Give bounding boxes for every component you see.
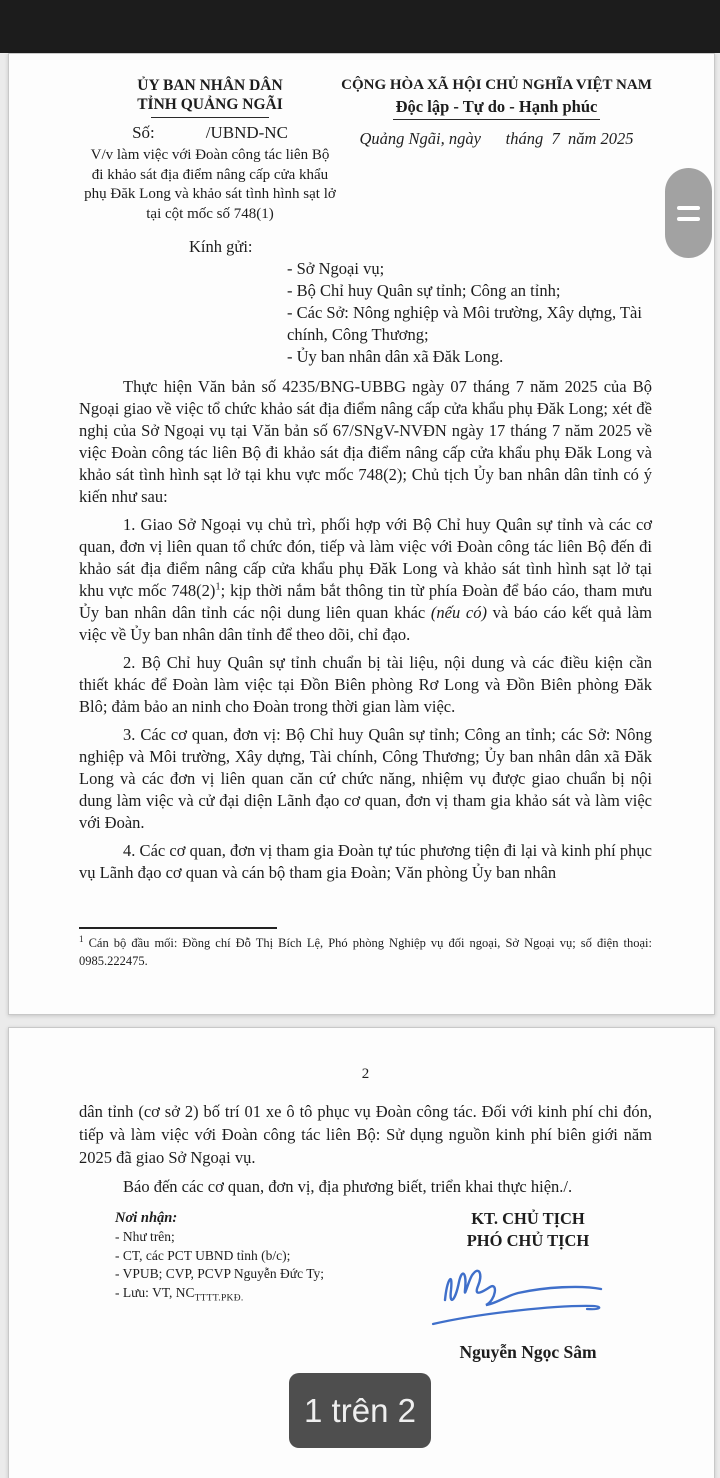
- signer-title-line2: PHÓ CHỦ TỊCH: [466, 1231, 590, 1250]
- national-motto-block: [341, 76, 652, 224]
- page-number: 2: [361, 1066, 370, 1082]
- document-subject: V/v làm việc với Đoàn công tác liên Bộ đi khảo sát địa điểm nâng cấp cửa khẩu phụ Đăk Long và khảo sát tình hình sạt lở tại cột mốc số 748(1): [84, 147, 336, 222]
- org-name-line2: TỈNH QUẢNG NGÃI: [137, 96, 283, 113]
- item1-text: và báo cáo kết quả làm việc về Ủy ban nhân dân tỉnh để theo dõi, chỉ đạo.: [79, 603, 652, 644]
- signature-block: [404, 1208, 652, 1363]
- recipient-item: - Sở Ngoại vụ;: [287, 259, 385, 278]
- signer-name: Nguyễn Ngọc Sâm: [459, 1342, 597, 1362]
- national-title: CỘNG HÒA XÃ HỘI CHỦ NGHĨA VIỆT NAM: [341, 77, 652, 93]
- distribution-label: Nơi nhận:: [115, 1210, 178, 1226]
- item1-text: ; kịp thời nắm bắt thông tin từ phía Đoàn để báo cáo, tham mưu Ủy ban nhân dân tỉnh các nội dung liên quan khác: [79, 581, 652, 622]
- item1-italic-note: (nếu có): [430, 603, 487, 622]
- document-header: [79, 76, 652, 224]
- salutation-label: Kính gửi:: [189, 237, 253, 256]
- document-footer: [79, 1208, 652, 1363]
- status-bar: [0, 0, 720, 53]
- recipient-item: - Các Sở: Nông nghiệp và Môi trường, Xây dựng, Tài chính, Công Thương;: [287, 303, 642, 344]
- item1-text: 1. Giao Sở Ngoại vụ chủ trì, phối hợp với Bộ Chỉ huy Quân sự tỉnh và các cơ quan, đơn vị liên quan tổ chức đón, tiếp và làm việc với Đoàn công tác liên Bộ đến đi khảo sát địa điểm nâng cấp cửa khẩu phụ Đăk Long và khảo sát tình hình sạt lở tại khu vực mốc 748(2): [79, 515, 652, 600]
- national-motto: Độc lập - Tự do - Hạnh phúc: [393, 96, 601, 120]
- paragraph-closing: Báo đến các cơ quan, đơn vị, địa phương biết, triển khai thực hiện./.: [123, 1177, 573, 1196]
- document-number: Số: /UBND-NC: [132, 123, 288, 142]
- handwritten-signature-icon: [423, 1258, 633, 1336]
- footnote-text: [79, 934, 652, 970]
- fast-scroll-handle[interactable]: [665, 168, 712, 258]
- distribution-last-subscript: TTTT.PKĐ.: [194, 1293, 244, 1304]
- distribution-list-block: [115, 1208, 385, 1363]
- drag-handle-icon: [677, 217, 700, 221]
- paragraph-continuation: dân tỉnh (cơ sở 2) bố trí 01 xe ô tô phục vụ Đoàn công tác. Đối với kinh phí chi đón, tiếp và làm việc với Đoàn công tác liên Bộ: Sử dụng nguồn kinh phí biên giới năm 2025 đã giao Sở Ngoại vụ.: [79, 1102, 652, 1167]
- footnote-body: Cán bộ đầu mối: Đồng chí Đỗ Thị Bích Lệ, Phó phòng Nghiệp vụ đối ngoại, Sở Ngoại vụ; số điện thoại: 0985.222475.: [79, 936, 652, 968]
- paragraph-intro: Thực hiện Văn bản số 4235/BNG-UBBG ngày 07 tháng 7 năm 2025 của Bộ Ngoại giao về việc tổ chức khảo sát địa điểm nâng cấp cửa khẩu phụ Đăk Long; xét đề nghị của Sở Ngoại vụ tại Văn bản số 67/SNgV-NVĐN ngày 17 tháng 7 năm 2025 về việc Đoàn công tác liên Bộ đi khảo sát địa điểm nâng cấp cửa khẩu phụ Đăk Long và khảo sát tình hình sạt lở tại khu vực mốc 748(2); Chủ tịch Ủy ban nhân dân tỉnh có ý kiến như sau:: [79, 377, 652, 506]
- paragraph-item-1: [79, 514, 652, 646]
- paragraph-item-3: 3. Các cơ quan, đơn vị: Bộ Chỉ huy Quân sự tỉnh; Công an tỉnh; các Sở: Nông nghiệp và Môi trường, Xây dựng, Tài chính, Công Thương; Ủy ban nhân dân xã Đăk Long và các đơn vị liên quan căn cứ chức năng, nhiệm vụ được giao chuẩn bị nội dung làm việc và cử đại diện Lãnh đạo cơ quan, đơn vị tham gia khảo sát và làm việc với Đoàn.: [79, 725, 652, 832]
- signature-scribble: [445, 1271, 601, 1305]
- distribution-item: - VPUB; CVP, PCVP Nguyễn Đức Ty;: [115, 1266, 325, 1281]
- document-page-1[interactable]: [8, 53, 715, 1015]
- issuing-org-block: [79, 76, 341, 224]
- paragraph-item-4: 4. Các cơ quan, đơn vị tham gia Đoàn tự túc phương tiện đi lại và kinh phí phục vụ Lãnh đạo cơ quan và cán bộ tham gia Đoàn; Văn phòng Ủy ban nhân: [79, 841, 652, 882]
- distribution-item: - CT, các PCT UBND tỉnh (b/c);: [115, 1247, 291, 1263]
- footnote-divider: [79, 927, 277, 929]
- footnote-ref-1: 1: [215, 581, 221, 593]
- place-and-date: Quảng Ngãi, ngày tháng 7 năm 2025: [359, 129, 634, 148]
- recipient-item: - Ủy ban nhân dân xã Đăk Long.: [287, 347, 504, 366]
- drag-handle-icon: [677, 206, 700, 210]
- signature-flourish: [433, 1306, 599, 1324]
- org-name-line1: ỦY BAN NHÂN DÂN: [137, 77, 283, 94]
- distribution-item-last: [115, 1284, 385, 1308]
- distribution-last-main: - Lưu: VT, NC: [115, 1284, 195, 1300]
- national-motto-wrap: [341, 96, 652, 120]
- distribution-item: - Như trên;: [115, 1229, 175, 1244]
- footnote-block: [79, 927, 652, 970]
- signer-title-line1: KT. CHỦ TỊCH: [471, 1209, 585, 1228]
- recipient-item: - Bộ Chỉ huy Quân sự tỉnh; Công an tỉnh;: [287, 281, 561, 300]
- salutation-block: [189, 236, 652, 368]
- page-indicator-badge: 1 trên 2: [289, 1373, 431, 1448]
- recipient-list: [287, 258, 647, 368]
- org-underline: [151, 117, 269, 118]
- paragraph-item-2: 2. Bộ Chỉ huy Quân sự tỉnh chuẩn bị tài liệu, nội dung và các điều kiện cần thiết khác để Đoàn làm việc tại Đồn Biên phòng Rơ Long và Đồn Biên phòng Đăk Blô; đảm bảo an ninh cho Đoàn trong thời gian làm việc.: [79, 653, 652, 716]
- footnote-marker: 1: [79, 933, 84, 944]
